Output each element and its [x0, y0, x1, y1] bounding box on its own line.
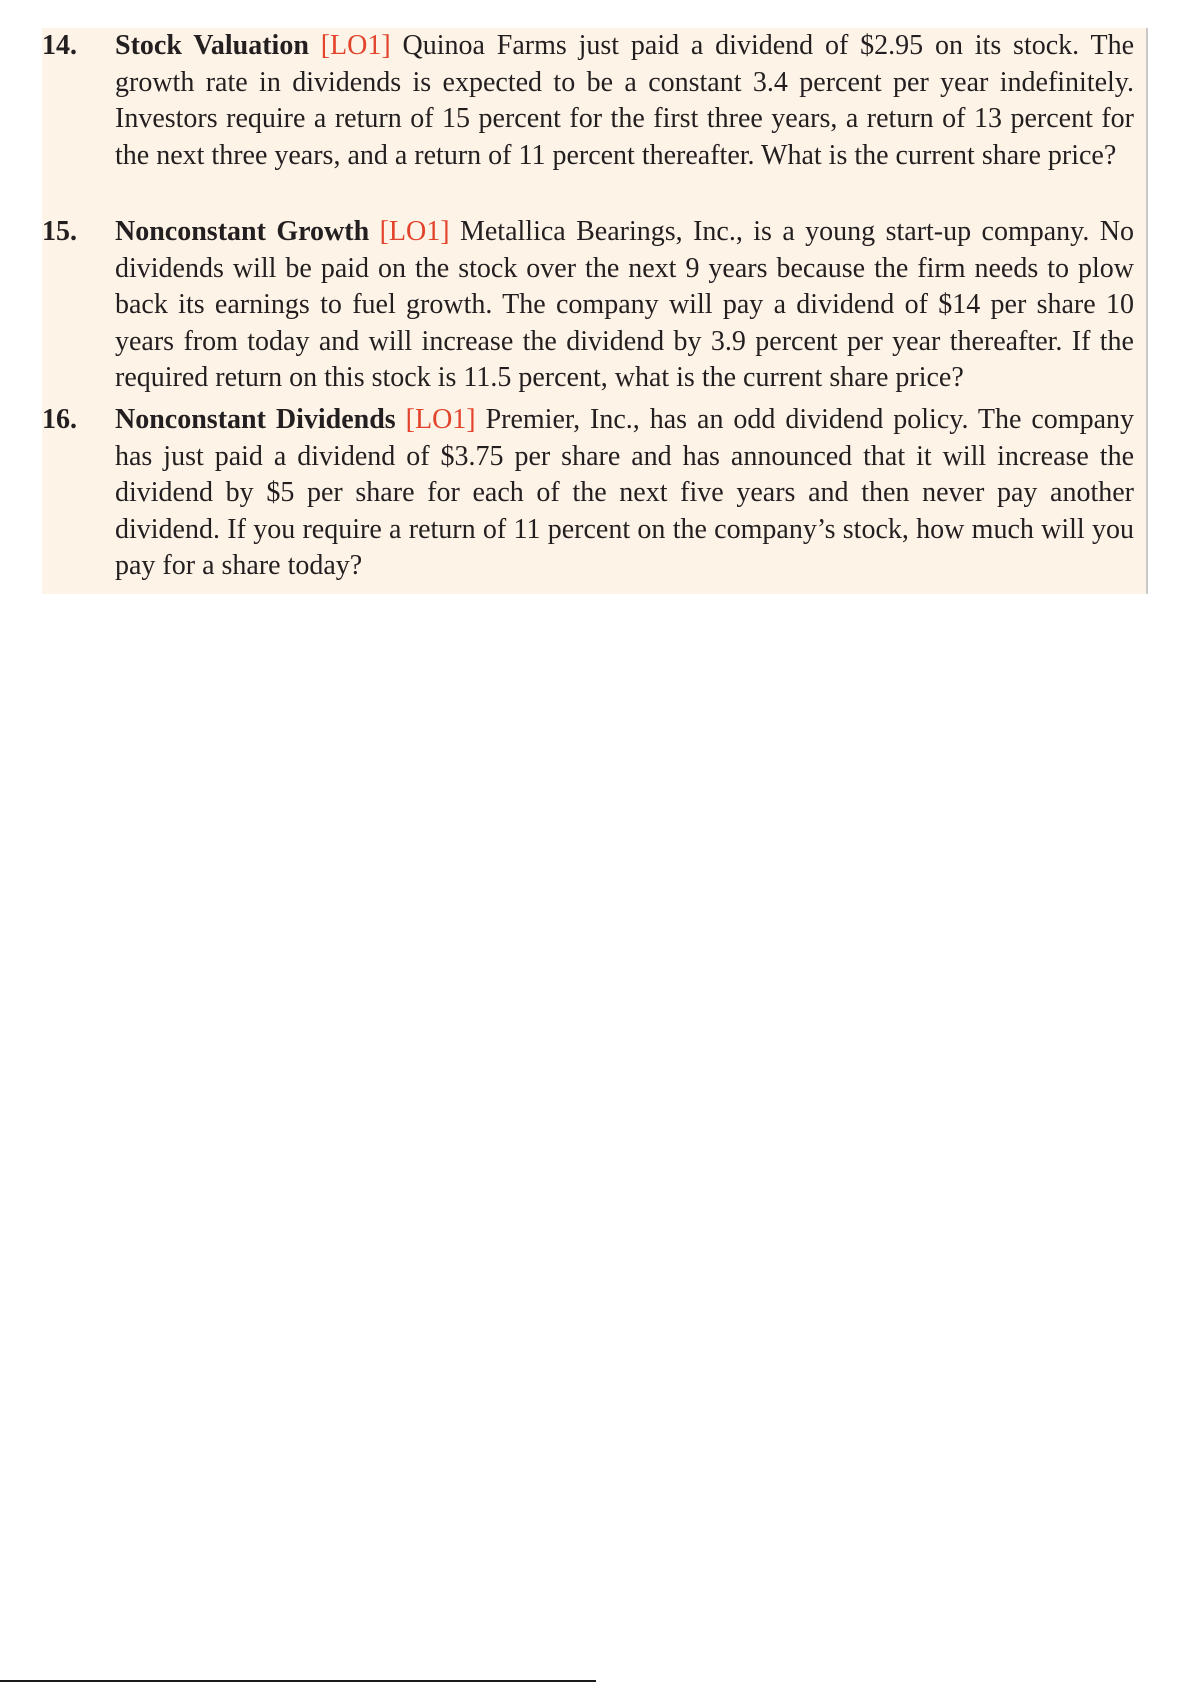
problem-title: Nonconstant Growth [115, 216, 370, 247]
problem-text: Premier, Inc., has an odd dividend policy. The company has just paid a dividend of $3.75 per share and has announced that it will increase the dividend by $5 per share for each of the next five years and then never pay another dividend. If you require a return of 11 percent on the company’s stock, how much will you pay for a share today? [115, 404, 1135, 582]
learning-objective-tag: [LO1] [379, 216, 450, 247]
problem-text: Quinoa Farms just paid a dividend of $2.95 on its stock. The growth rate in dividends is expected to be a constant 3.4 percent per year indefinitely. Investors require a return of 15 percent for the first three years, a return of 13 percent for the next three years, and a return of 11 percent thereafter. What is the current share price? [115, 30, 1135, 171]
problem-title: Stock Valuation [115, 30, 309, 61]
learning-objective-tag: [LO1] [320, 30, 391, 61]
problem-number: 14. [42, 30, 77, 61]
problem-14 [42, 28, 1146, 174]
problem-number: 15. [42, 216, 77, 247]
problem-text: Metallica Bearings, Inc., is a young start-up company. No dividends will be paid on the stock over the next 9 years because the firm needs to plow back its earnings to fuel growth. The company will pay a dividend of $14 per share 10 years from today and will increase the dividend by 3.9 percent per year thereafter. If the required return on this stock is 11.5 percent, what is the current share price? [115, 216, 1135, 394]
problem-16 [42, 402, 1146, 585]
learning-objective-tag: [LO1] [405, 404, 476, 435]
footnote-rule [0, 1680, 596, 1682]
problem-number: 16. [42, 404, 77, 435]
problem-title: Nonconstant Dividends [115, 404, 396, 435]
problem-15 [42, 214, 1146, 397]
problem-panel [42, 28, 1148, 594]
